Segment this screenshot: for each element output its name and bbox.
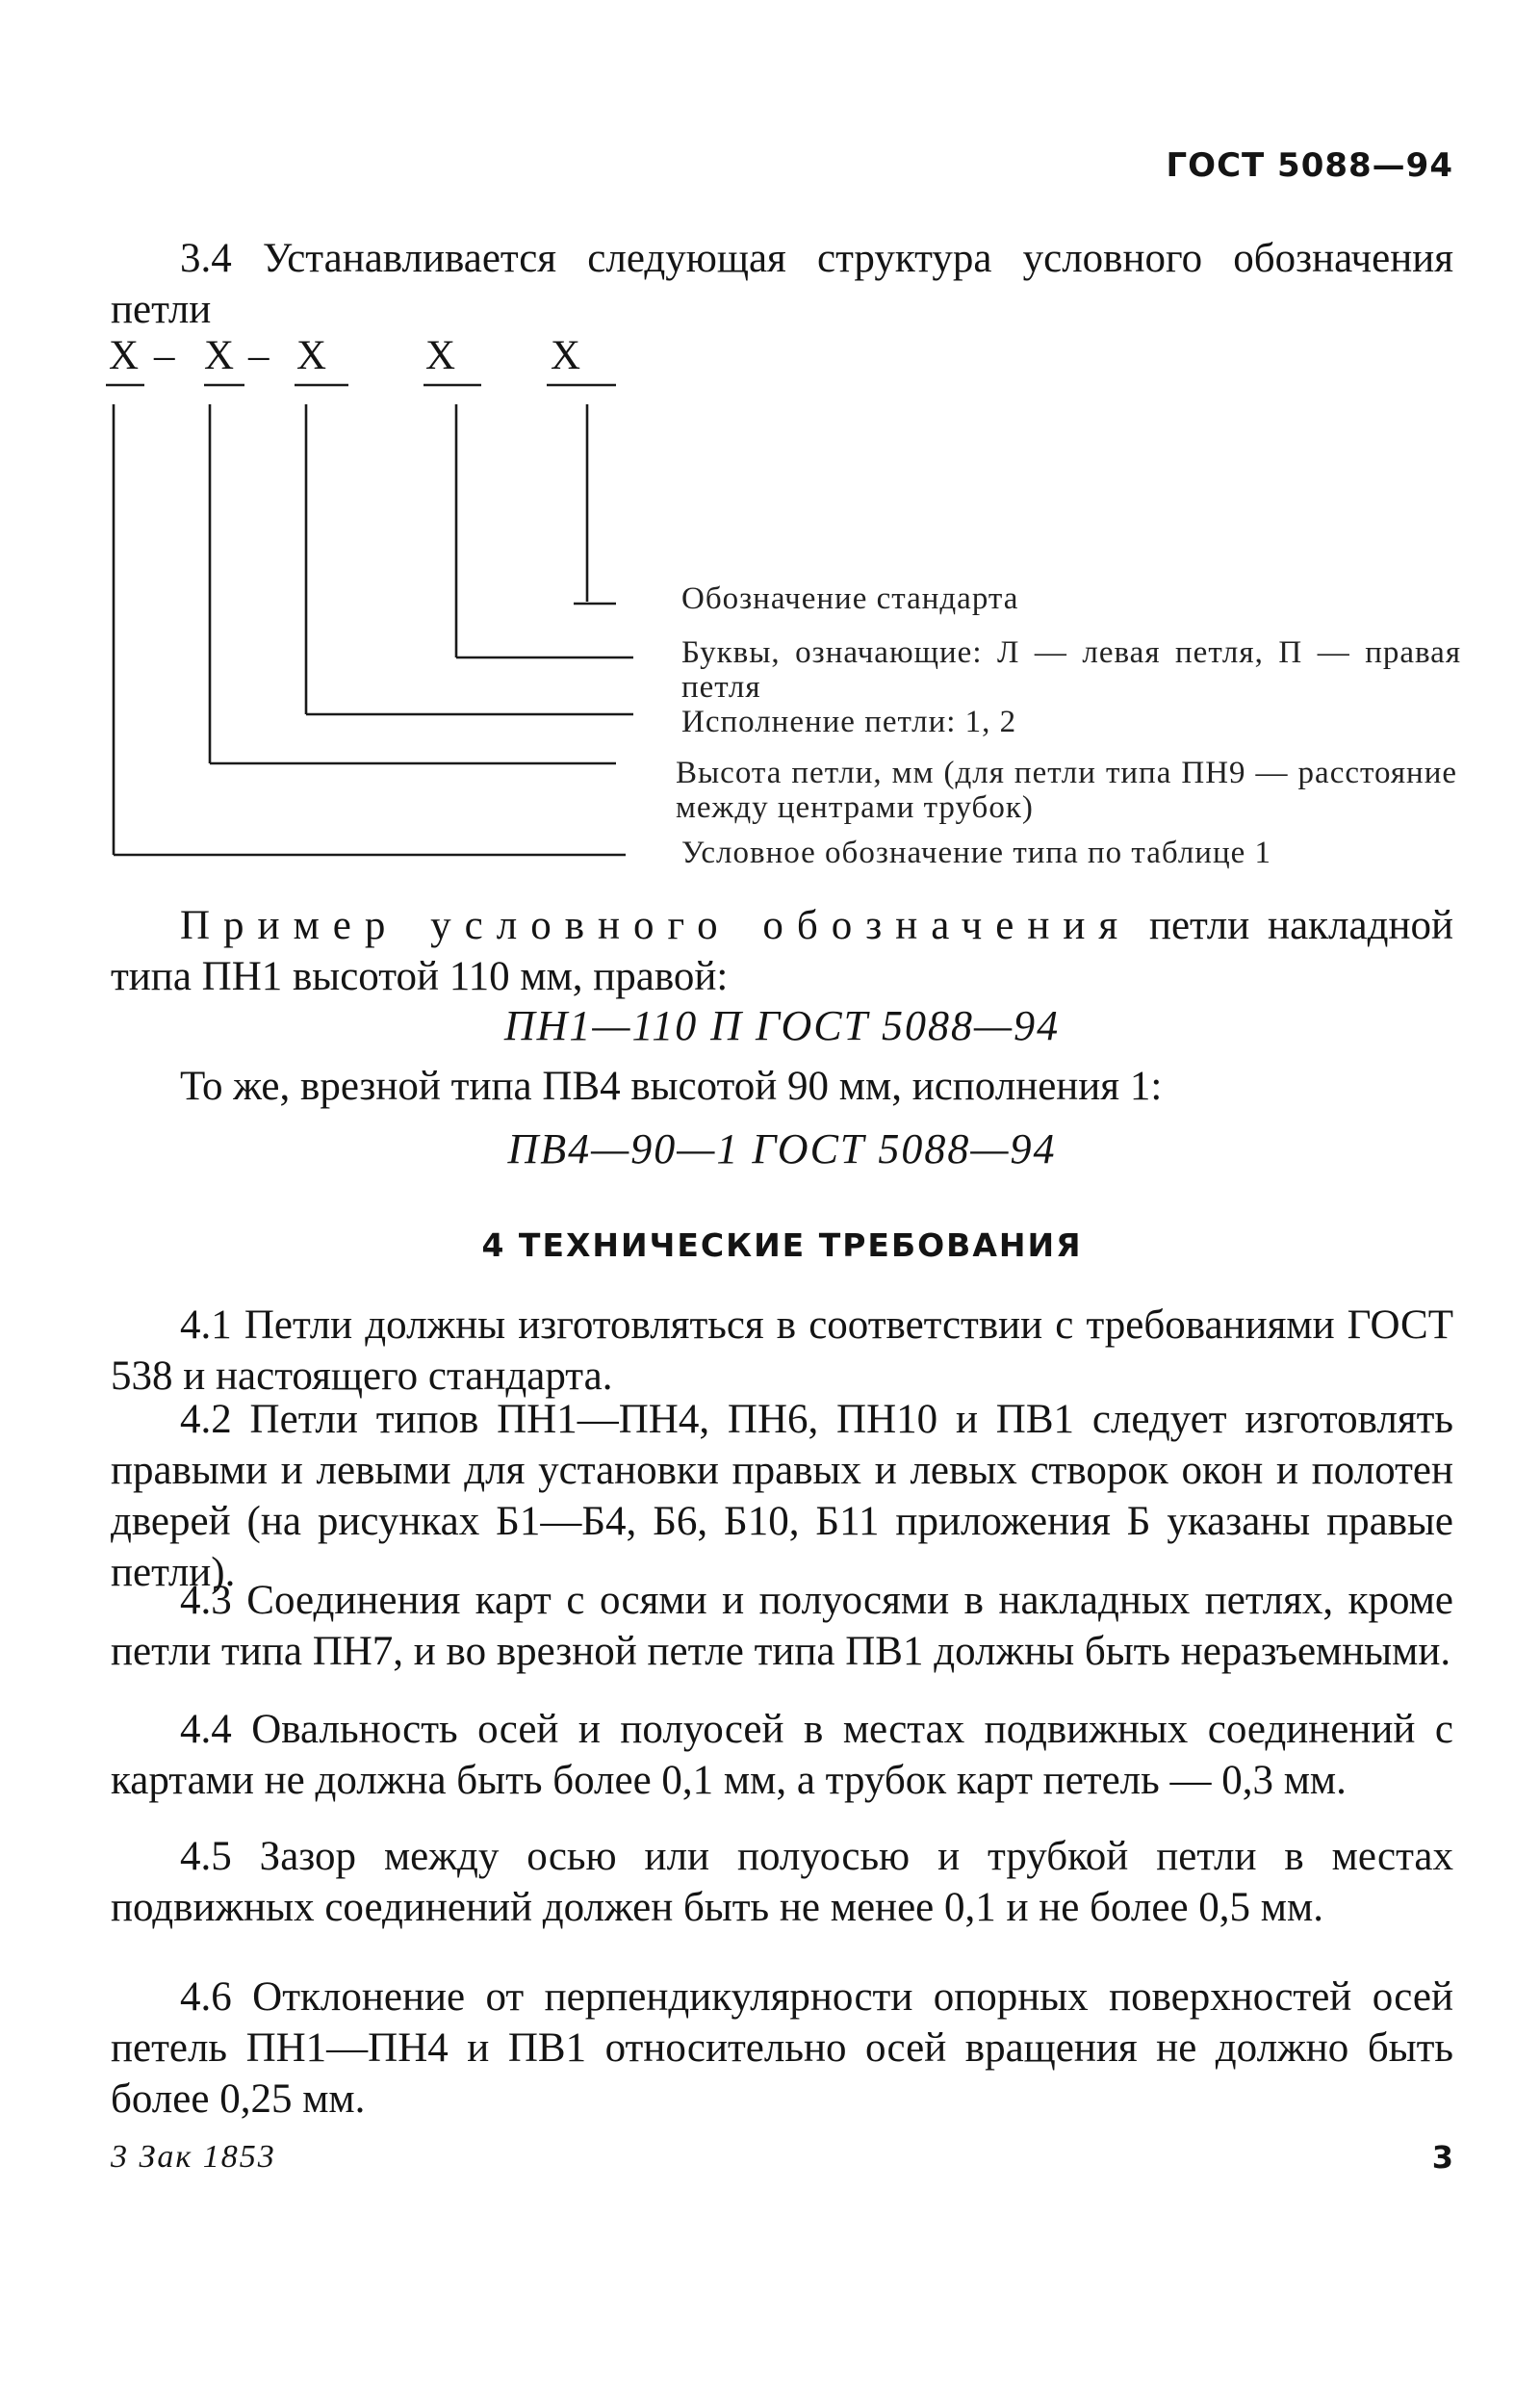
paragraph-4-4: 4.4 Овальность осей и полуосей в местах подвижных соединений с картами не должна быть более 0,1 мм, а трубок карт петель — 0,3 мм.: [111, 1707, 1453, 1803]
example-formula-2: ПВ4—90—1 ГОСТ 5088—94: [507, 1125, 1057, 1173]
legend-type: Условное обозначение типа по таблице 1: [681, 836, 1272, 870]
footer-order-number: 3 Зак 1853: [111, 2139, 276, 2175]
document-code: ГОСТ 5088—94: [1166, 146, 1453, 185]
separator: –: [248, 333, 270, 378]
example-2-text: То же, врезной типа ПВ4 высотой 90 мм, исполнения 1:: [180, 1064, 1163, 1109]
paragraph-4-1: 4.1 Петли должны изготовляться в соответствии с требованиями ГОСТ 538 и настоящего стандарта.: [111, 1302, 1453, 1399]
paragraph-4-3: 4.3 Соединения карт с осями и полуосями в накладных петлях, кроме петли типа ПН7, и во врезной петле типа ПВ1 должны быть неразъемными.: [111, 1578, 1453, 1674]
placeholder-type: Х: [109, 333, 140, 378]
separator: –: [154, 333, 175, 378]
paragraph-4-6: 4.6 Отклонение от перпендикулярности опорных поверхностей осей петель ПН1—ПН4 и ПВ1 относительно осей вращения не должно быть более 0,25 мм.: [111, 1974, 1453, 2122]
paragraph-4-5: 4.5 Зазор между осью или полуосью и трубкой петли в местах подвижных соединений должен быть не менее 0,1 и не более 0,5 мм.: [111, 1834, 1453, 1930]
section-4-title: 4 ТЕХНИЧЕСКИЕ ТРЕБОВАНИЯ: [481, 1226, 1083, 1264]
placeholder-letters: Х: [425, 333, 456, 378]
example-text: петли накладной типа ПН1 высотой 110 мм, правой:: [111, 903, 1453, 999]
placeholder-execution: Х: [296, 333, 327, 378]
legend-height: Высота петли, мм (для петли типа ПН9 — расстояние между центрами трубок): [676, 756, 1457, 825]
placeholder-standard: Х: [551, 333, 581, 378]
legend-standard: Обозначение стандарта: [681, 581, 1019, 616]
placeholder-height: Х: [204, 333, 235, 378]
example-label: Пример условного обозначения: [180, 903, 1132, 948]
clause-3-4-text: 3.4 Устанавливается следующая структура условного обозначения петли: [111, 236, 1453, 332]
legend-letters: Буквы, означающие: Л — левая петля, П — правая петля: [681, 635, 1461, 705]
paragraph-4-2: 4.2 Петли типов ПН1—ПН4, ПН6, ПН10 и ПВ1 следует изготовлять правыми и левыми для установки правых и левых створок окон и полотен дверей (на рисунках Б1—Б4, Б6, Б10, Б11 приложения Б указаны правые петли).: [111, 1397, 1453, 1595]
example-paragraph: [111, 900, 1453, 1002]
page-number: 3: [1431, 2139, 1453, 2176]
legend-execution: Исполнение петли: 1, 2: [681, 705, 1017, 739]
example-formula-1: ПН1—110 П ГОСТ 5088—94: [503, 1002, 1061, 1049]
